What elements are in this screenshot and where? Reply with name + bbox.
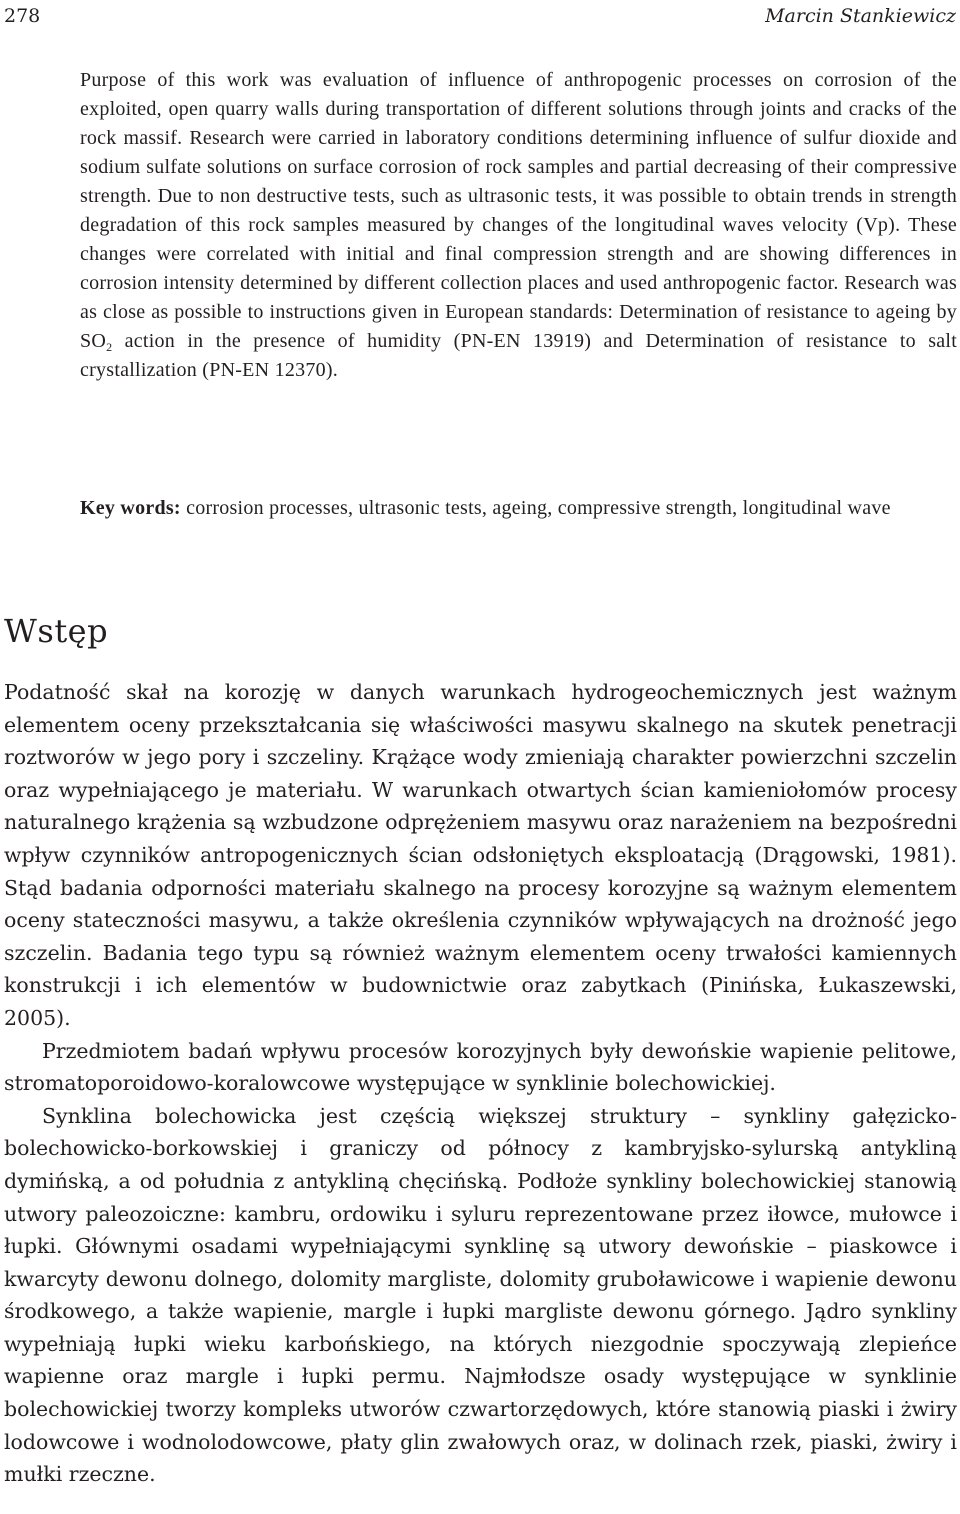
abstract-text-part-2: action in the presence of humidity (PN-EN 13919) and Determination of resistance to salt crystallization (PN-EN 12370). bbox=[80, 330, 957, 381]
keywords-label: Key words: bbox=[80, 497, 181, 519]
body-paragraph-2: Przedmiotem badań wpływu procesów korozyjnych były dewońskie wapienie pelitowe, stromatoporoidowo-koralowcowe występujące w synklinie bolechowickiej. bbox=[4, 1038, 957, 1096]
page-number: 278 bbox=[4, 5, 41, 27]
abstract bbox=[80, 66, 957, 385]
section-title: Wstęp bbox=[4, 612, 109, 650]
abstract-subscript: 2 bbox=[106, 340, 113, 354]
body-paragraph-1: Podatność skał na korozję w danych warunkach hydrogeochemicznych jest ważnym elementem oceny przekształcania się właściwości masywu skalnego na skutek penetracji roztworów w jego pory i szczeliny. Krążące wody zmieniają charakter powierzchni szczelin oraz wypełniającego je materiału. W warunkach otwartych ścian kamieniołomów procesy naturalnego krążenia są wzbudzone odprężeniem masywu oraz narażeniem na bezpośredni wpływ czynników antropogenicznych ścian odsłoniętych eksploatacją (Drągowski, 1981). Stąd badania odporności materiału skalnego na procesy korozyjne są ważnym elementem oceny stateczności masywu, a także określenia czynników wpływających na drożność jego szczelin. Badania tego typu są również ważnym elementem oceny trwałości kamiennych konstrukcji i ich elementów w budownictwie oraz zabytkach (Pinińska, Łukaszewski, 2005). bbox=[4, 680, 957, 1030]
page-header bbox=[4, 4, 956, 28]
abstract-text-part-1: Purpose of this work was evaluation of influence of anthropogenic processes on corrosion of the exploited, open quarry walls during transportation of different solutions through joints and cracks of the rock massif. Research were carried in laboratory conditions determining influence of sulfur dioxide and sodium sulfate solutions on surface corrosion of rock samples and partial decreasing of their compressive strength. Due to non destructive tests, such as ultrasonic tests, it was possible to obtain trends in strength degradation of this rock samples measured by changes of the longitudinal waves velocity (Vp). These changes were correlated with initial and final compression strength and are showing differences in corrosion intensity determined by different collection places and used anthropogenic factor. Research was as close as possible to instructions given in European standards: Determination of resistance to ageing by SO bbox=[80, 69, 957, 352]
body-paragraph-3: Synklina bolechowicka jest częścią większej struktury – synkliny gałęzicko-bolechowicko-borkowskiej i graniczy od północy z kambryjsko-sylurską antykliną dymińską, a od południa z antykliną chęcińską. Podłoże synkliny bolechowickiej stanowią utwory paleozoiczne: kambru, ordowiku i syluru reprezentowane przez iłowce, mułowce i łupki. Głównymi osadami wypełniającymi synklinę są utwory dewońskie – piaskowce i kwarcyty dewonu dolnego, dolomity margliste, dolomity gruboławicowe i wapienie dewonu środkowego, a także wapienie, margle i łupki margliste dewonu górnego. Jądro synkliny wypełniają łupki wieku karbońskiego, na których niezgodnie spoczywają zlepieńce wapienne oraz margle i łupki permu. Najmłodsze osady występujące w synklinie bolechowickiej tworzy kompleks utworów czwartorzędowych, które stanowią piaski i żwiry lodowcowe i wodnolodowcowe, płaty glin zwałowych oraz, w dolinach rzek, piaski, żwiry i mułki rzeczne. bbox=[4, 1103, 957, 1487]
section-body bbox=[4, 676, 957, 1491]
keywords bbox=[80, 494, 957, 523]
running-head-author: Marcin Stankiewicz bbox=[765, 5, 956, 27]
keywords-text: corrosion processes, ultrasonic tests, ageing, compressive strength, longitudinal wave bbox=[180, 497, 891, 519]
